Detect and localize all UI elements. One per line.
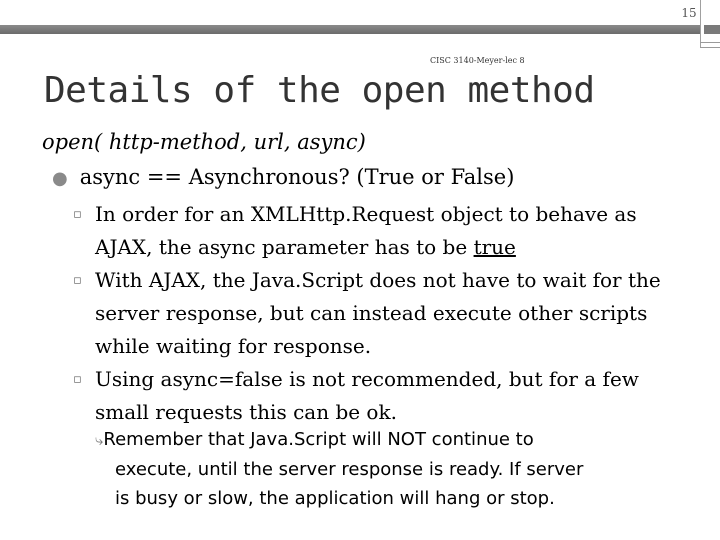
corner-line-2 <box>700 47 720 48</box>
note-line-3: is busy or slow, the application will hang or stop. <box>115 488 555 509</box>
corner-divider <box>700 0 701 48</box>
sub-bullet-1-text: In order for an XMLHttp.Request object to behave as AJAX, the async parameter has to be <box>95 202 637 259</box>
small-square-bullet-icon: ▫ <box>73 207 82 222</box>
sub-bullet-1 <box>73 198 673 264</box>
course-footer: CISC 3140-Meyer-lec 8 <box>430 56 525 65</box>
round-bullet-icon: ● <box>52 168 68 189</box>
sub-bullet-3-text: Using async=false is not recommended, but for a few small requests this can be ok. <box>95 367 639 424</box>
header-bar-corner <box>704 25 720 34</box>
small-square-bullet-icon: ▫ <box>73 273 82 288</box>
bullet-text: async == Asynchronous? (True or False) <box>79 165 515 189</box>
page-title: Details of the open method <box>44 70 595 111</box>
method-signature: open( http-method, url, async) <box>42 130 366 154</box>
corner-line-1 <box>700 42 720 43</box>
note-line-2: execute, until the server response is ready. If server <box>115 459 584 480</box>
sub-bullet-2-text: With AJAX, the Java.Script does not have to wait for the server response, but can instead execute other scripts while waiting for response. <box>95 268 661 358</box>
sub-bullet-3 <box>73 363 673 429</box>
slide-number: 15 <box>681 6 697 20</box>
note-item <box>95 425 695 513</box>
curved-arrow-bullet-icon: ⤷ <box>95 431 104 449</box>
bullet-async <box>52 165 514 189</box>
sub-bullet-2 <box>73 264 673 363</box>
header-bar <box>0 25 700 34</box>
small-square-bullet-icon: ▫ <box>73 372 82 387</box>
async-true-emphasis: true <box>473 235 516 259</box>
note-line-1: Remember that Java.Script will NOT continue to <box>103 429 534 450</box>
